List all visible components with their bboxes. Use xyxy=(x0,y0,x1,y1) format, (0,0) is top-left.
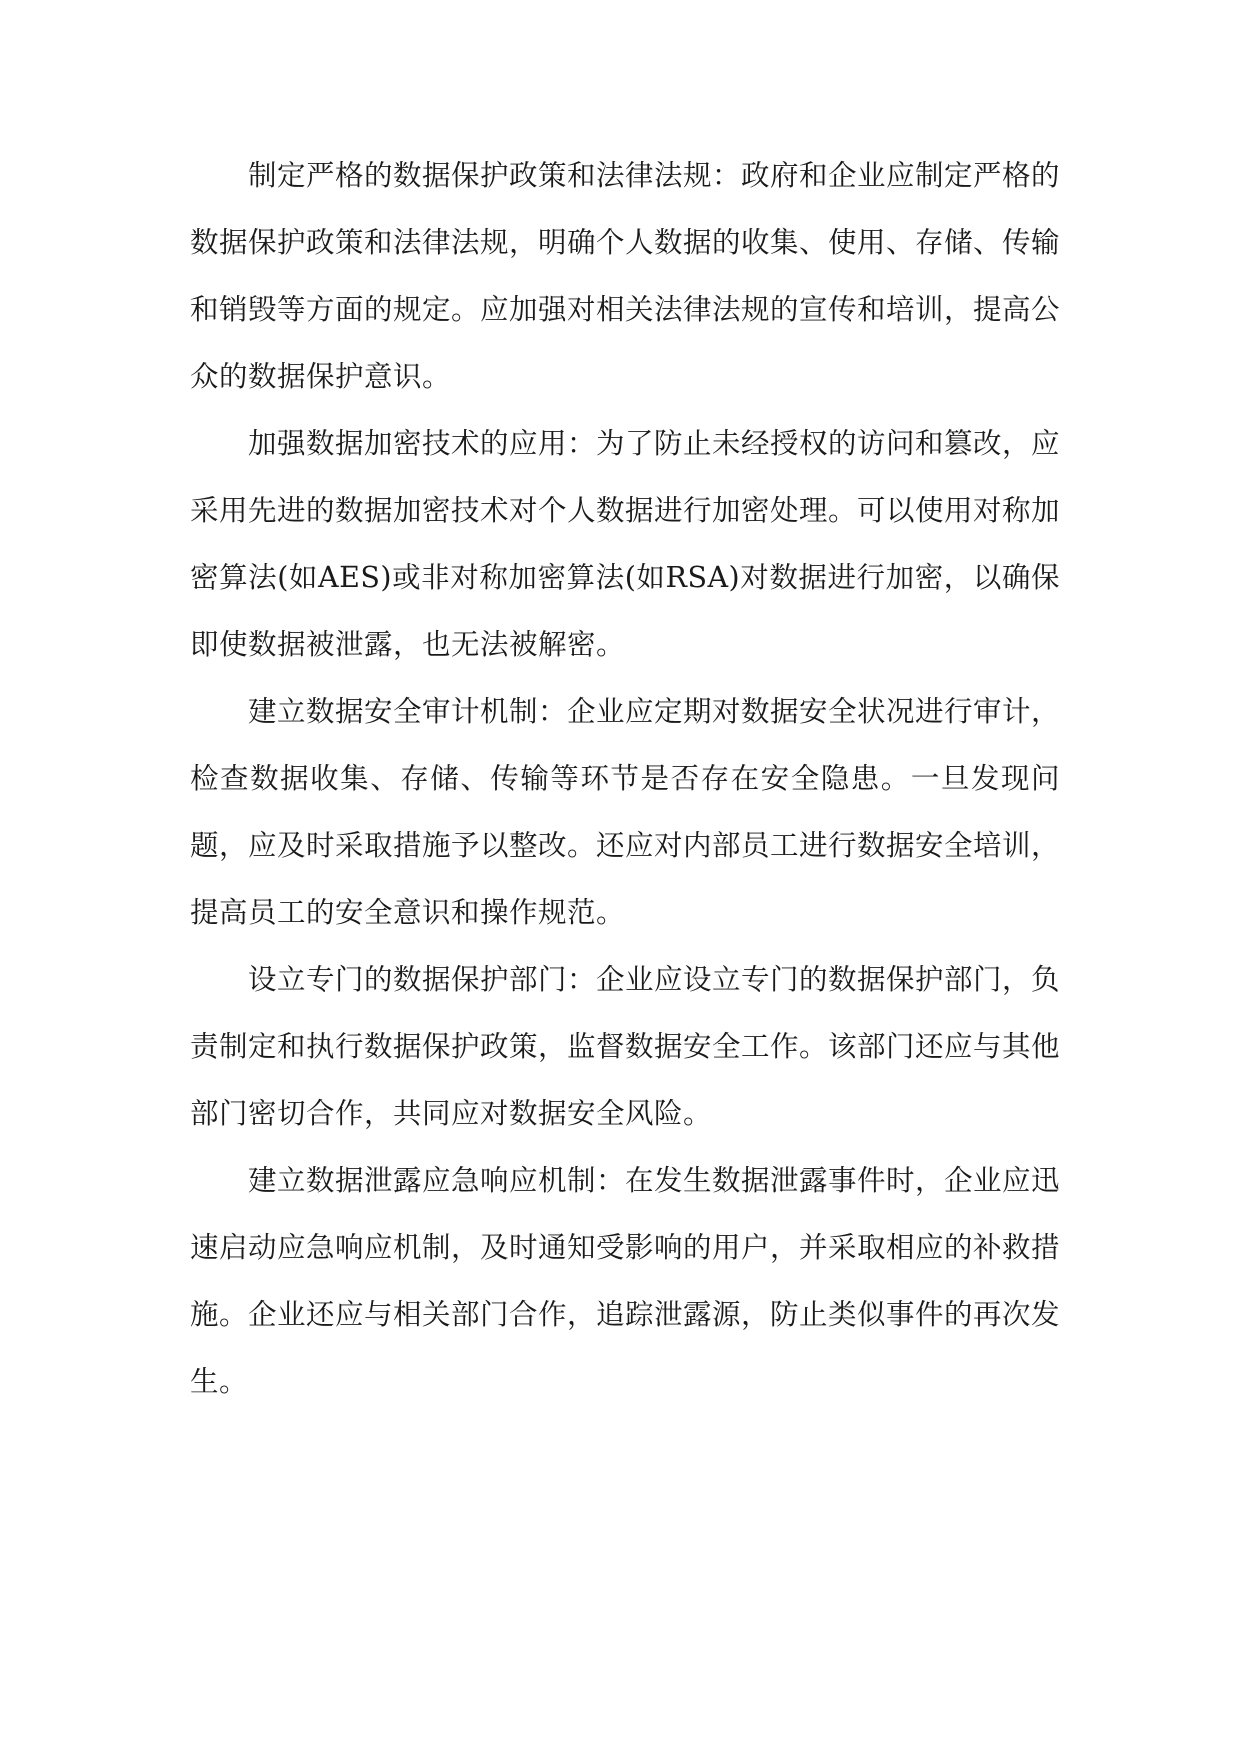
paragraph-data-encryption: 加强数据加密技术的应用：为了防止未经授权的访问和篡改，应采用先进的数据加密技术对个人数据进行加密处理。可以使用对称加密算法(如AES)或非对称加密算法(如RSA)对数据进行加密，以确保即使数据被泄露，也无法被解密。 xyxy=(190,427,1061,661)
paragraph-security-audit: 建立数据安全审计机制：企业应定期对数据安全状况进行审计，检查数据收集、存储、传输等环节是否存在安全隐患。一旦发现问题，应及时采取措施予以整改。还应对内部员工进行数据安全培训，提高员工的安全意识和操作规范。 xyxy=(190,695,1061,929)
paragraph-emergency-response: 建立数据泄露应急响应机制：在发生数据泄露事件时，企业应迅速启动应急响应机制，及时通知受影响的用户，并采取相应的补救措施。企业还应与相关部门合作，追踪泄露源，防止类似事件的再次发生。 xyxy=(190,1164,1061,1398)
paragraph-data-protection-policy: 制定严格的数据保护政策和法律法规：政府和企业应制定严格的数据保护政策和法律法规，明确个人数据的收集、使用、存储、传输和销毁等方面的规定。应加强对相关法律法规的宣传和培训，提高公众的数据保护意识。 xyxy=(190,159,1061,393)
paragraph-protection-department: 设立专门的数据保护部门：企业应设立专门的数据保护部门，负责制定和执行数据保护政策，监督数据安全工作。该部门还应与其他部门密切合作，共同应对数据安全风险。 xyxy=(190,963,1061,1130)
document-body xyxy=(190,142,1060,1415)
